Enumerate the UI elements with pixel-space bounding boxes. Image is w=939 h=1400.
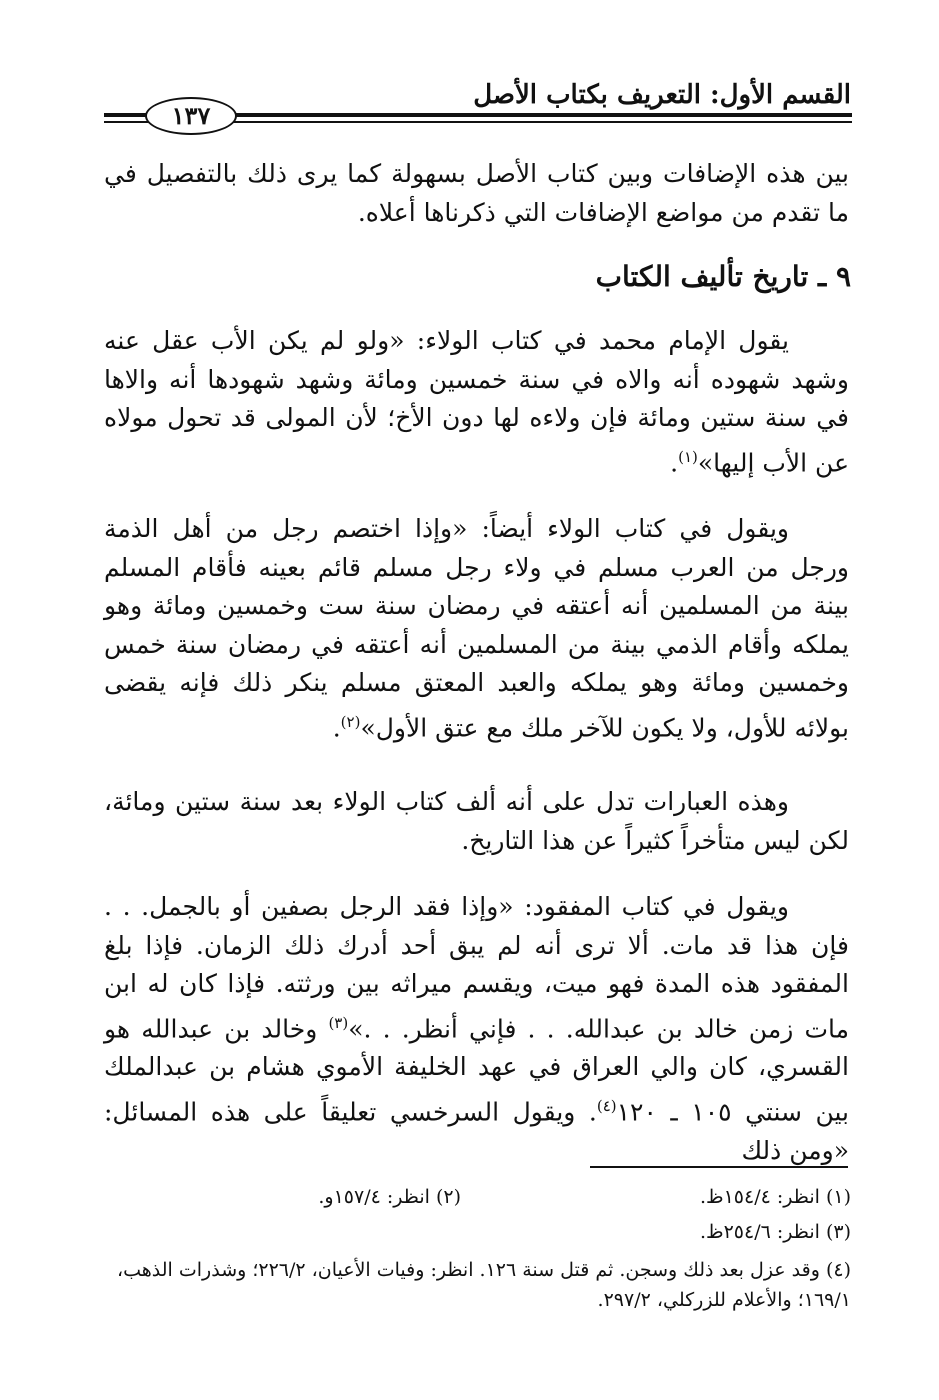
paragraph-3: وهذه العبارات تدل على أنه ألف كتاب الولاء بعد سنة ستين ومائة، لكن ليس متأخراً كثيراً عن هذا التاريخ. (104, 787, 849, 855)
footnote-separator (590, 1166, 848, 1168)
running-head: القسم الأول: التعريف بكتاب الأصل (473, 80, 851, 110)
intro-paragraph: بين هذه الإضافات وبين كتاب الأصل بسهولة كما يرى ذلك بالتفصيل في ما تقدم من مواضع الإضافات التي ذكرناها أعلاه. (104, 159, 849, 227)
footnote-ref-1: (١) (678, 447, 698, 466)
section-heading: ٩ ـ تاريخ تأليف الكتاب (595, 260, 851, 293)
footnote-1: (١) انظر: ١٥٤/٤ظ. (699, 1186, 851, 1208)
paragraph-4: ويقول في كتاب المفقود: «وإذا فقد الرجل بصفين أو بالجمل. . . فإن هذا قد مات. ألا ترى أنه لم يبق أحد أدرك ذلك الزمان. فإذا بلغ المفقود هذه المدة فهو ميت، ويقسم ميراثه بين ورثته. فإذا كان له ابن مات زمن خالد بن عبدالله. . . فإني أنظر. . .»$^{(٣)}$ وخالد بن عبدالله هو القسري، كان والي العراق في عهد الخليفة الأموي هشام بن عبدالملك بين سنتي ١٠٥ ـ ١٢٠$^{(٤)}$. ويقول السرخسي تعليقاً على هذه المسائل: «ومن ذلك (104, 892, 849, 1165)
footnote-ref-2: (٢) (340, 712, 361, 731)
paragraph-2: ويقول في كتاب الولاء أيضاً: «وإذا اختصم رجل من أهل الذمة ورجل من العرب مسلم في ولاء رجل مسلم قائم بعينه فأقام المسلم بينة من المسلمين أنه أعتقه في رمضان سنة ست وخمسين ومائة وهو يملكه وأقام الذمي بينة من المسلمين أنه أعتقه في رمضان سنة خمس وخمسين ومائة وهو يملكه والعبد المعتق مسلم ينكر ذلك فإنه يقضى بولائه للأول، ولا يكون للآخر ملك مع عتق الأول»$^{(٢)}$. (104, 514, 849, 742)
footnote-2: (٢) انظر: ١٥٧/٤و. (318, 1186, 461, 1208)
footnote-ref-3: (٣) (328, 1013, 349, 1032)
paragraph-1: يقول الإمام محمد في كتاب الولاء: «ولو لم يكن الأب عقل عنه وشهد شهوده أنه والاه في سنة خمسين ومائة وشهد شهودها أنه والاها في سنة ستين ومائة فإن ولاءه لها دون الأخ؛ لأن المولى قد تحول مولاه عن الأب إليها»$^{(١)}$. (104, 326, 849, 477)
footnote-ref-4: (٤) (596, 1096, 617, 1115)
footnote-3: (٣) انظر: ٢٥٤/٦ظ. (699, 1221, 851, 1243)
page-number: ١٣٧ (145, 97, 237, 135)
footnote-4: (٤) وقد عزل بعد ذلك وسجن. ثم قتل سنة ١٢٦. انظر: وفيات الأعيان، ٢٢٦/٢؛ وشذرات الذهب، ١٦٩/١؛ والأعلام للزركلي، ٢٩٧/٢. (116, 1259, 851, 1311)
